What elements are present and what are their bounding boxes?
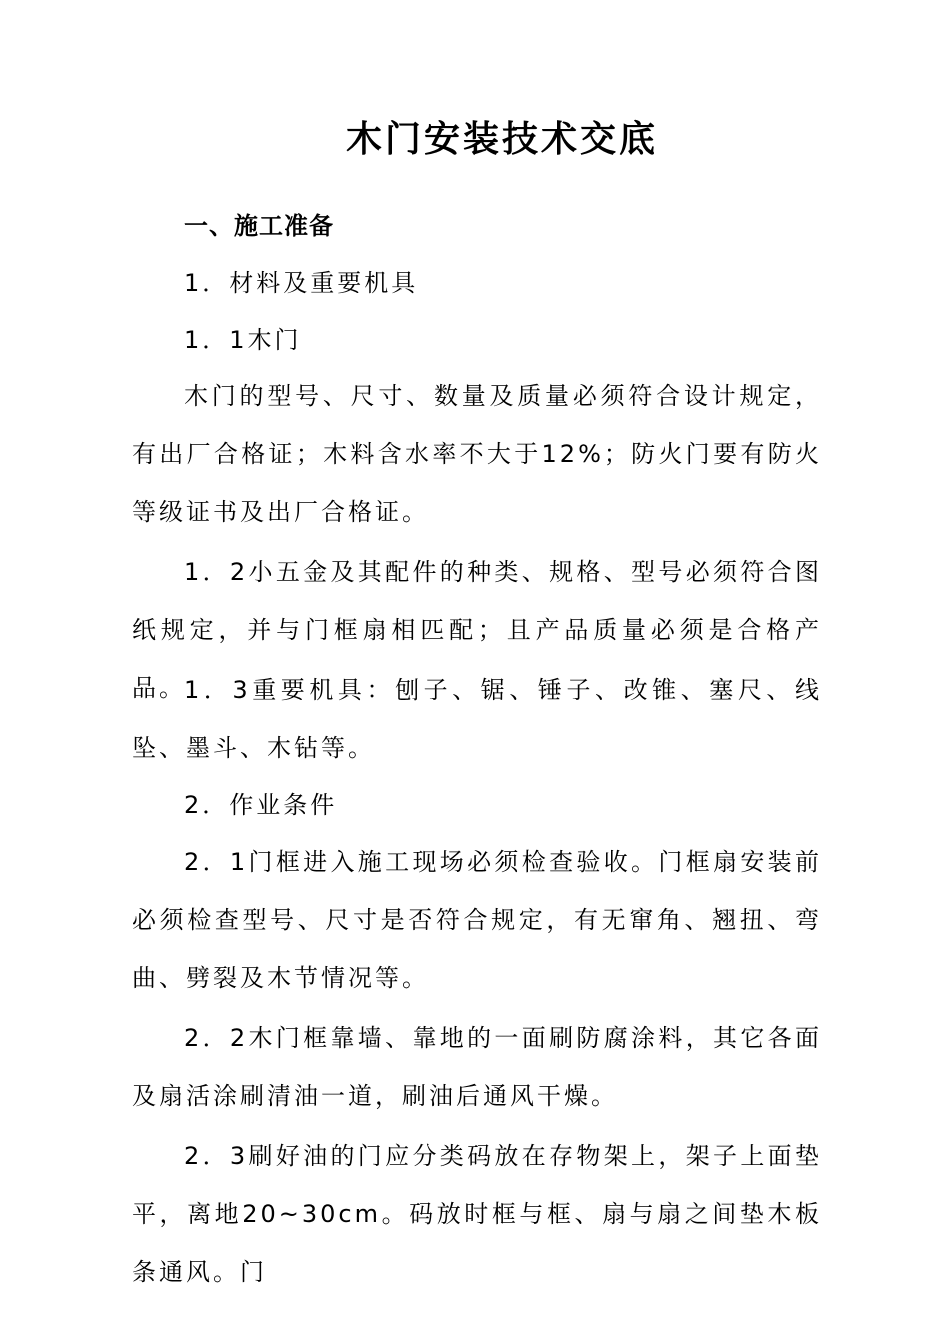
paragraph-tools: 1．3重要机具：刨子、锯、锤子、改锥、塞尺、线坠、墨斗、木钻等。 [132, 676, 822, 762]
paragraph-wooden-door: 1．1木门 [184, 326, 302, 354]
paragraph-anticorrosion: 2．2木门框靠墙、靠地的一面刷防腐涂料，其它各面及扇活涂刷清油一道，刷油后通风干燥。 [132, 1024, 822, 1110]
document-title: 木门安装技术交底 [345, 119, 658, 160]
paragraph-work-conditions: 2．作业条件 [184, 791, 338, 819]
paragraph-storage: 2．3刷好油的门应分类码放在存物架上，架子上面垫平，离地20~30cm。码放时框与框、扇与扇之间垫木板条通风。门 [132, 1142, 822, 1286]
paragraph-hardware: 1．2小五金及其配件的种类、规格、型号必须符合图纸规定，并与门框扇相匹配；且产品质量必须是合格产品。 [132, 558, 822, 702]
paragraph-materials-tools: 1．材料及重要机具 [184, 269, 419, 297]
section-heading: 一、施工准备 [184, 212, 334, 240]
paragraph-door-requirements: 木门的型号、尺寸、数量及质量必须符合设计规定，有出厂合格证；木料含水率不大于12%；防火门要有防火等级证书及出厂合格证。 [132, 382, 822, 526]
paragraph-frame-inspection: 2．1门框进入施工现场必须检查验收。门框扇安装前必须检查型号、尺寸是否符合规定，有无窜角、翘扭、弯曲、劈裂及木节情况等。 [132, 848, 822, 992]
